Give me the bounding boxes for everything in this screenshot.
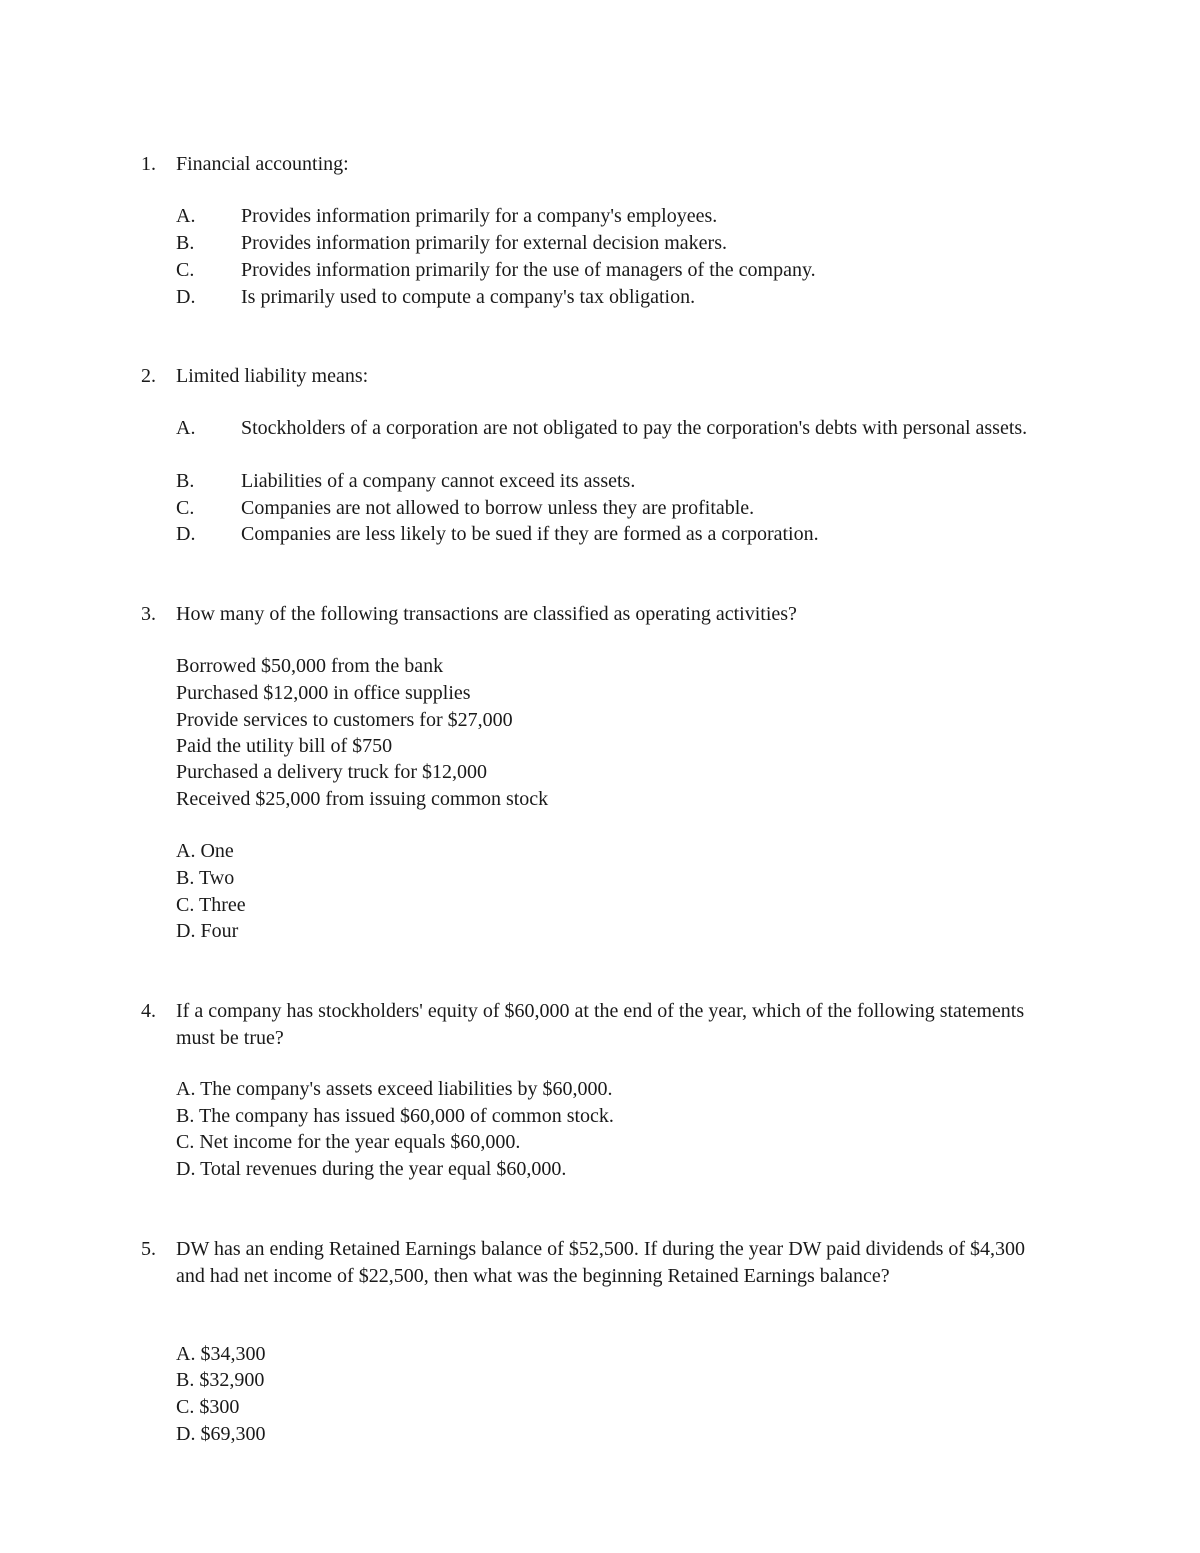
choice-letter: A. [176,205,196,227]
choice-c: C. Three [176,894,246,916]
question-text: How many of the following transactions are classified as operating activities? [176,603,797,625]
choice-text: Companies are less likely to be sued if they are formed as a corporation. [241,523,819,545]
question-text: If a company has stockholders' equity of $60,000 at the end of the year, which of the following statements must be true? [176,1000,1025,1049]
choice-letter: D. [176,523,196,545]
transaction-item: Purchased a delivery truck for $12,000 [176,761,488,783]
question-text: Limited liability means: [176,365,369,387]
choice-text: Provides information primarily for external decision makers. [241,232,727,254]
choice-b: B. $32,900 [176,1369,265,1391]
transaction-item: Paid the utility bill of $750 [176,735,393,757]
choice-a: A. One [176,840,234,862]
choice-text: Provides information primarily for the use of managers of the company. [241,259,816,281]
choice-letter: D. [176,286,196,308]
choice-c: C. $300 [176,1396,240,1418]
choice-a: A. $34,300 [176,1343,266,1365]
transaction-item: Received $25,000 from issuing common stock [176,788,549,810]
choice-b: B. The company has issued $60,000 of common stock. [176,1105,614,1127]
transaction-item: Borrowed $50,000 from the bank [176,655,444,677]
choice-letter: B. [176,232,195,254]
choice-text: Stockholders of a corporation are not obligated to pay the corporation's debts with personal assets. [241,417,1028,439]
question-number: 1. [141,153,156,175]
choice-text: Provides information primarily for a company's employees. [241,205,718,227]
question-number: 3. [141,603,156,625]
choice-letter: A. [176,417,196,439]
question-text: DW has an ending Retained Earnings balance of $52,500. If during the year DW paid dividends of $4,300 and had net income of $22,500, then what was the beginning Retained Earnings balance? [176,1238,1026,1287]
choice-d: D. Four [176,920,239,942]
question-number: 4. [141,1000,156,1022]
question-number: 2. [141,365,156,387]
question-number: 5. [141,1238,156,1260]
choice-d: D. $69,300 [176,1423,266,1445]
question-text: Financial accounting: [176,153,349,175]
transaction-item: Provide services to customers for $27,000 [176,709,513,731]
choice-b: B. Two [176,867,235,889]
choice-c: C. Net income for the year equals $60,000. [176,1131,521,1153]
choice-letter: B. [176,470,195,492]
transaction-item: Purchased $12,000 in office supplies [176,682,471,704]
choice-letter: C. [176,259,195,281]
choice-text: Liabilities of a company cannot exceed its assets. [241,470,636,492]
choice-text: Companies are not allowed to borrow unless they are profitable. [241,497,755,519]
choice-d: D. Total revenues during the year equal $60,000. [176,1158,567,1180]
choice-a: A. The company's assets exceed liabilities by $60,000. [176,1078,613,1100]
choice-text: Is primarily used to compute a company's tax obligation. [241,286,696,308]
choice-letter: C. [176,497,195,519]
